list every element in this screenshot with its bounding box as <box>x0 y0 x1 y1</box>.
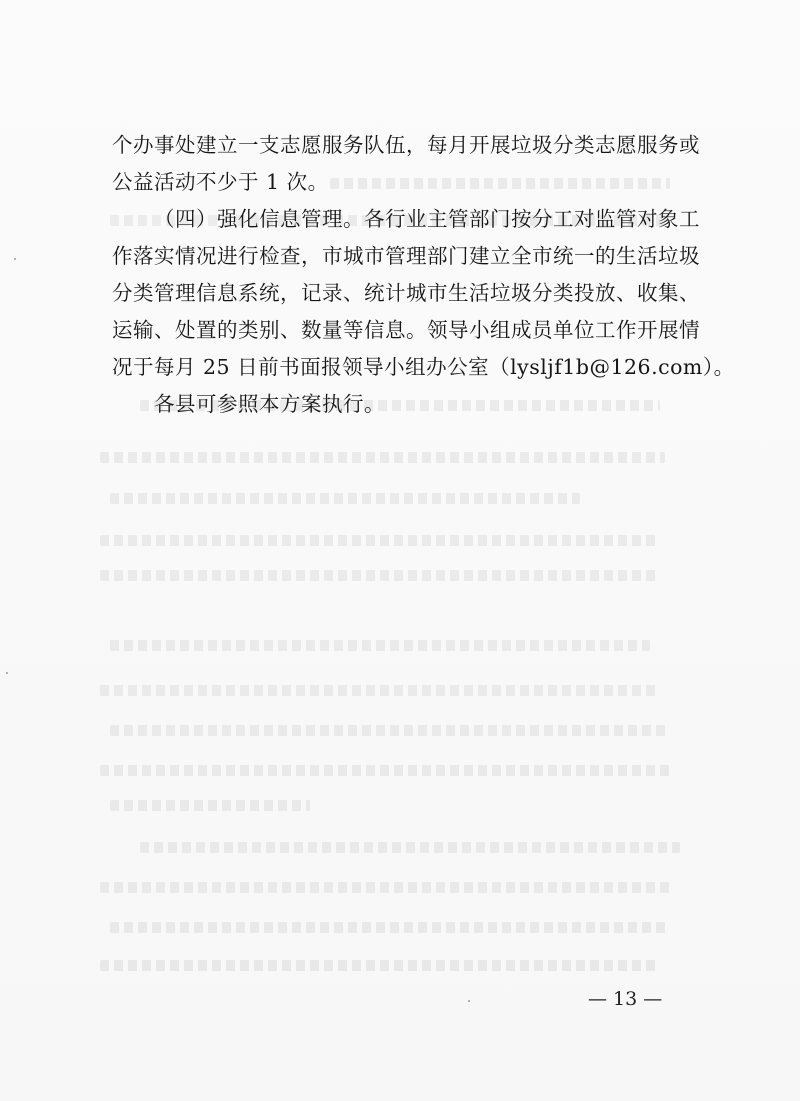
text-line: 各县可参照本方案执行。 <box>154 392 385 416</box>
text-line: 公益活动不少于 1 次。 <box>112 170 329 194</box>
paragraph-information-management <box>112 201 735 386</box>
body-text <box>112 127 735 423</box>
text-line: 个办事处建立一支志愿服务队伍，每月开展垃圾分类志愿服务或 <box>112 133 700 157</box>
text-line: （四）强化信息管理。各行业主管部门按分工对监管对象工 <box>154 207 700 231</box>
scan-speck <box>14 258 16 260</box>
text-line: 运输、处置的类别、数量等信息。领导小组成员单位工作开展情 <box>112 318 700 342</box>
paragraph-volunteer-service <box>112 127 702 201</box>
text-line: 况于每月 25 日前书面报领导小组办公室（lysljf1b@126.com）。 <box>112 355 735 379</box>
text-line: 分类管理信息系统，记录、统计城市生活垃圾分类投放、收集、 <box>112 281 700 305</box>
scan-speck <box>6 672 8 674</box>
text-line: 作落实情况进行检查，市城市管理部门建立全市统一的生活垃圾 <box>112 244 700 268</box>
scan-speck <box>468 1000 470 1002</box>
paragraph-county-reference <box>112 386 702 423</box>
page-number: — 13 — <box>588 988 663 1010</box>
